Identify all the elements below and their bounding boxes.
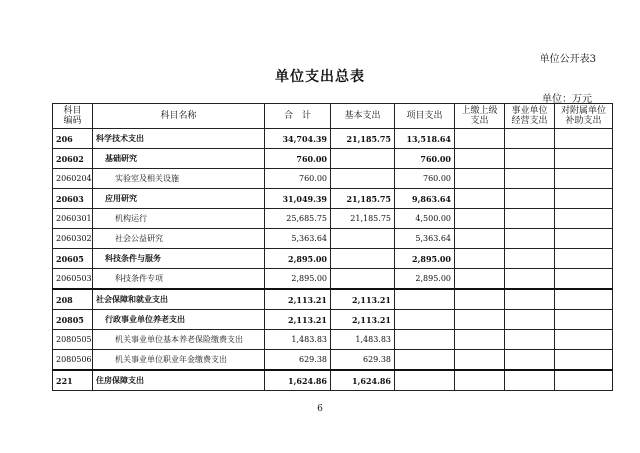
cell-upper — [455, 370, 505, 391]
cell-upper — [455, 269, 505, 290]
cell-upper — [455, 310, 505, 330]
cell-code: 20602 — [53, 149, 93, 169]
cell-total: 1,624.86 — [265, 370, 331, 391]
cell-name: 科技条件专项 — [93, 269, 265, 290]
cell-code: 2080505 — [53, 330, 93, 350]
cell-business — [505, 370, 555, 391]
cell-project — [395, 350, 455, 371]
cell-basic — [331, 269, 395, 290]
cell-subsidy — [555, 289, 613, 310]
column-header-name: 科目名称 — [93, 104, 265, 129]
cell-subsidy — [555, 310, 613, 330]
cell-total: 5,363.64 — [265, 229, 331, 249]
cell-basic: 21,185.75 — [331, 209, 395, 229]
cell-basic — [331, 229, 395, 249]
cell-name: 住房保障支出 — [93, 370, 265, 391]
cell-name: 行政事业单位养老支出 — [93, 310, 265, 330]
cell-total: 2,895.00 — [265, 269, 331, 290]
cell-basic: 2,113.21 — [331, 310, 395, 330]
cell-name: 机关事业单位基本养老保险缴费支出 — [93, 330, 265, 350]
cell-total: 629.38 — [265, 350, 331, 371]
column-header-subsidy: 对附属单位补助支出 — [555, 104, 613, 129]
column-header-business: 事业单位经营支出 — [505, 104, 555, 129]
cell-project: 5,363.64 — [395, 229, 455, 249]
column-header-code: 科目 编码 — [53, 104, 93, 129]
cell-code: 20605 — [53, 249, 93, 269]
table-row — [53, 149, 613, 169]
cell-upper — [455, 169, 505, 189]
table-row — [53, 310, 613, 330]
cell-name: 实验室及相关设施 — [93, 169, 265, 189]
cell-total: 760.00 — [265, 149, 331, 169]
cell-name: 科技条件与服务 — [93, 249, 265, 269]
cell-name: 应用研究 — [93, 189, 265, 209]
cell-name: 社会保障和就业支出 — [93, 289, 265, 310]
cell-upper — [455, 350, 505, 371]
cell-project: 760.00 — [395, 149, 455, 169]
cell-subsidy — [555, 189, 613, 209]
cell-project: 9,863.64 — [395, 189, 455, 209]
table-row — [53, 350, 613, 371]
cell-business — [505, 129, 555, 149]
table-row — [53, 289, 613, 310]
cell-business — [505, 209, 555, 229]
cell-upper — [455, 330, 505, 350]
table-row — [53, 249, 613, 269]
cell-code: 2060301 — [53, 209, 93, 229]
cell-total: 760.00 — [265, 169, 331, 189]
column-header-upper: 上缴上级支出 — [455, 104, 505, 129]
cell-subsidy — [555, 169, 613, 189]
cell-business — [505, 229, 555, 249]
cell-code: 20603 — [53, 189, 93, 209]
table-row — [53, 209, 613, 229]
cell-total: 25,685.75 — [265, 209, 331, 229]
cell-total: 1,483.83 — [265, 330, 331, 350]
cell-code: 221 — [53, 370, 93, 391]
cell-basic — [331, 149, 395, 169]
cell-basic: 21,185.75 — [331, 189, 395, 209]
cell-name: 机关事业单位职业年金缴费支出 — [93, 350, 265, 371]
cell-basic: 21,185.75 — [331, 129, 395, 149]
cell-code: 208 — [53, 289, 93, 310]
cell-total: 31,049.39 — [265, 189, 331, 209]
cell-subsidy — [555, 370, 613, 391]
cell-subsidy — [555, 350, 613, 371]
cell-total: 2,113.21 — [265, 289, 331, 310]
cell-project: 13,518.64 — [395, 129, 455, 149]
cell-upper — [455, 129, 505, 149]
cell-code: 2060503 — [53, 269, 93, 290]
cell-code: 206 — [53, 129, 93, 149]
cell-code: 2060302 — [53, 229, 93, 249]
table-row — [53, 229, 613, 249]
cell-project: 4,500.00 — [395, 209, 455, 229]
cell-code: 2080506 — [53, 350, 93, 371]
cell-code: 2060204 — [53, 169, 93, 189]
page-number: 6 — [317, 404, 323, 414]
column-header-basic: 基本支出 — [331, 104, 395, 129]
unit-label: 单位：万元 — [542, 94, 592, 105]
table-row — [53, 330, 613, 350]
cell-business — [505, 350, 555, 371]
cell-subsidy — [555, 330, 613, 350]
cell-project — [395, 330, 455, 350]
cell-business — [505, 330, 555, 350]
cell-upper — [455, 149, 505, 169]
cell-basic: 2,113.21 — [331, 289, 395, 310]
cell-basic — [331, 169, 395, 189]
table-row — [53, 269, 613, 290]
cell-business — [505, 310, 555, 330]
cell-code: 20805 — [53, 310, 93, 330]
cell-business — [505, 169, 555, 189]
table-row — [53, 189, 613, 209]
cell-subsidy — [555, 229, 613, 249]
cell-subsidy — [555, 149, 613, 169]
cell-total: 34,704.39 — [265, 129, 331, 149]
cell-total: 2,113.21 — [265, 310, 331, 330]
cell-subsidy — [555, 209, 613, 229]
cell-basic: 1,624.86 — [331, 370, 395, 391]
cell-subsidy — [555, 269, 613, 290]
cell-business — [505, 249, 555, 269]
header-row — [53, 104, 613, 129]
page-title: 单位支出总表 — [275, 69, 365, 85]
cell-total: 2,895.00 — [265, 249, 331, 269]
table-row — [53, 169, 613, 189]
cell-project — [395, 370, 455, 391]
cell-project: 2,895.00 — [395, 269, 455, 290]
cell-business — [505, 269, 555, 290]
cell-upper — [455, 289, 505, 310]
cell-name: 机构运行 — [93, 209, 265, 229]
column-header-project: 项目支出 — [395, 104, 455, 129]
expenditure-table — [52, 103, 613, 391]
cell-subsidy — [555, 249, 613, 269]
table-number-label: 单位公开表3 — [539, 54, 596, 65]
cell-upper — [455, 229, 505, 249]
cell-upper — [455, 249, 505, 269]
cell-project — [395, 289, 455, 310]
cell-upper — [455, 189, 505, 209]
cell-subsidy — [555, 129, 613, 149]
cell-basic — [331, 249, 395, 269]
cell-basic: 629.38 — [331, 350, 395, 371]
cell-business — [505, 149, 555, 169]
table-row — [53, 370, 613, 391]
cell-name: 社会公益研究 — [93, 229, 265, 249]
cell-name: 基础研究 — [93, 149, 265, 169]
cell-upper — [455, 209, 505, 229]
cell-business — [505, 289, 555, 310]
cell-project: 2,895.00 — [395, 249, 455, 269]
cell-basic: 1,483.83 — [331, 330, 395, 350]
cell-project — [395, 310, 455, 330]
column-header-total: 合 计 — [265, 104, 331, 129]
table-row — [53, 129, 613, 149]
cell-name: 科学技术支出 — [93, 129, 265, 149]
cell-project: 760.00 — [395, 169, 455, 189]
cell-business — [505, 189, 555, 209]
